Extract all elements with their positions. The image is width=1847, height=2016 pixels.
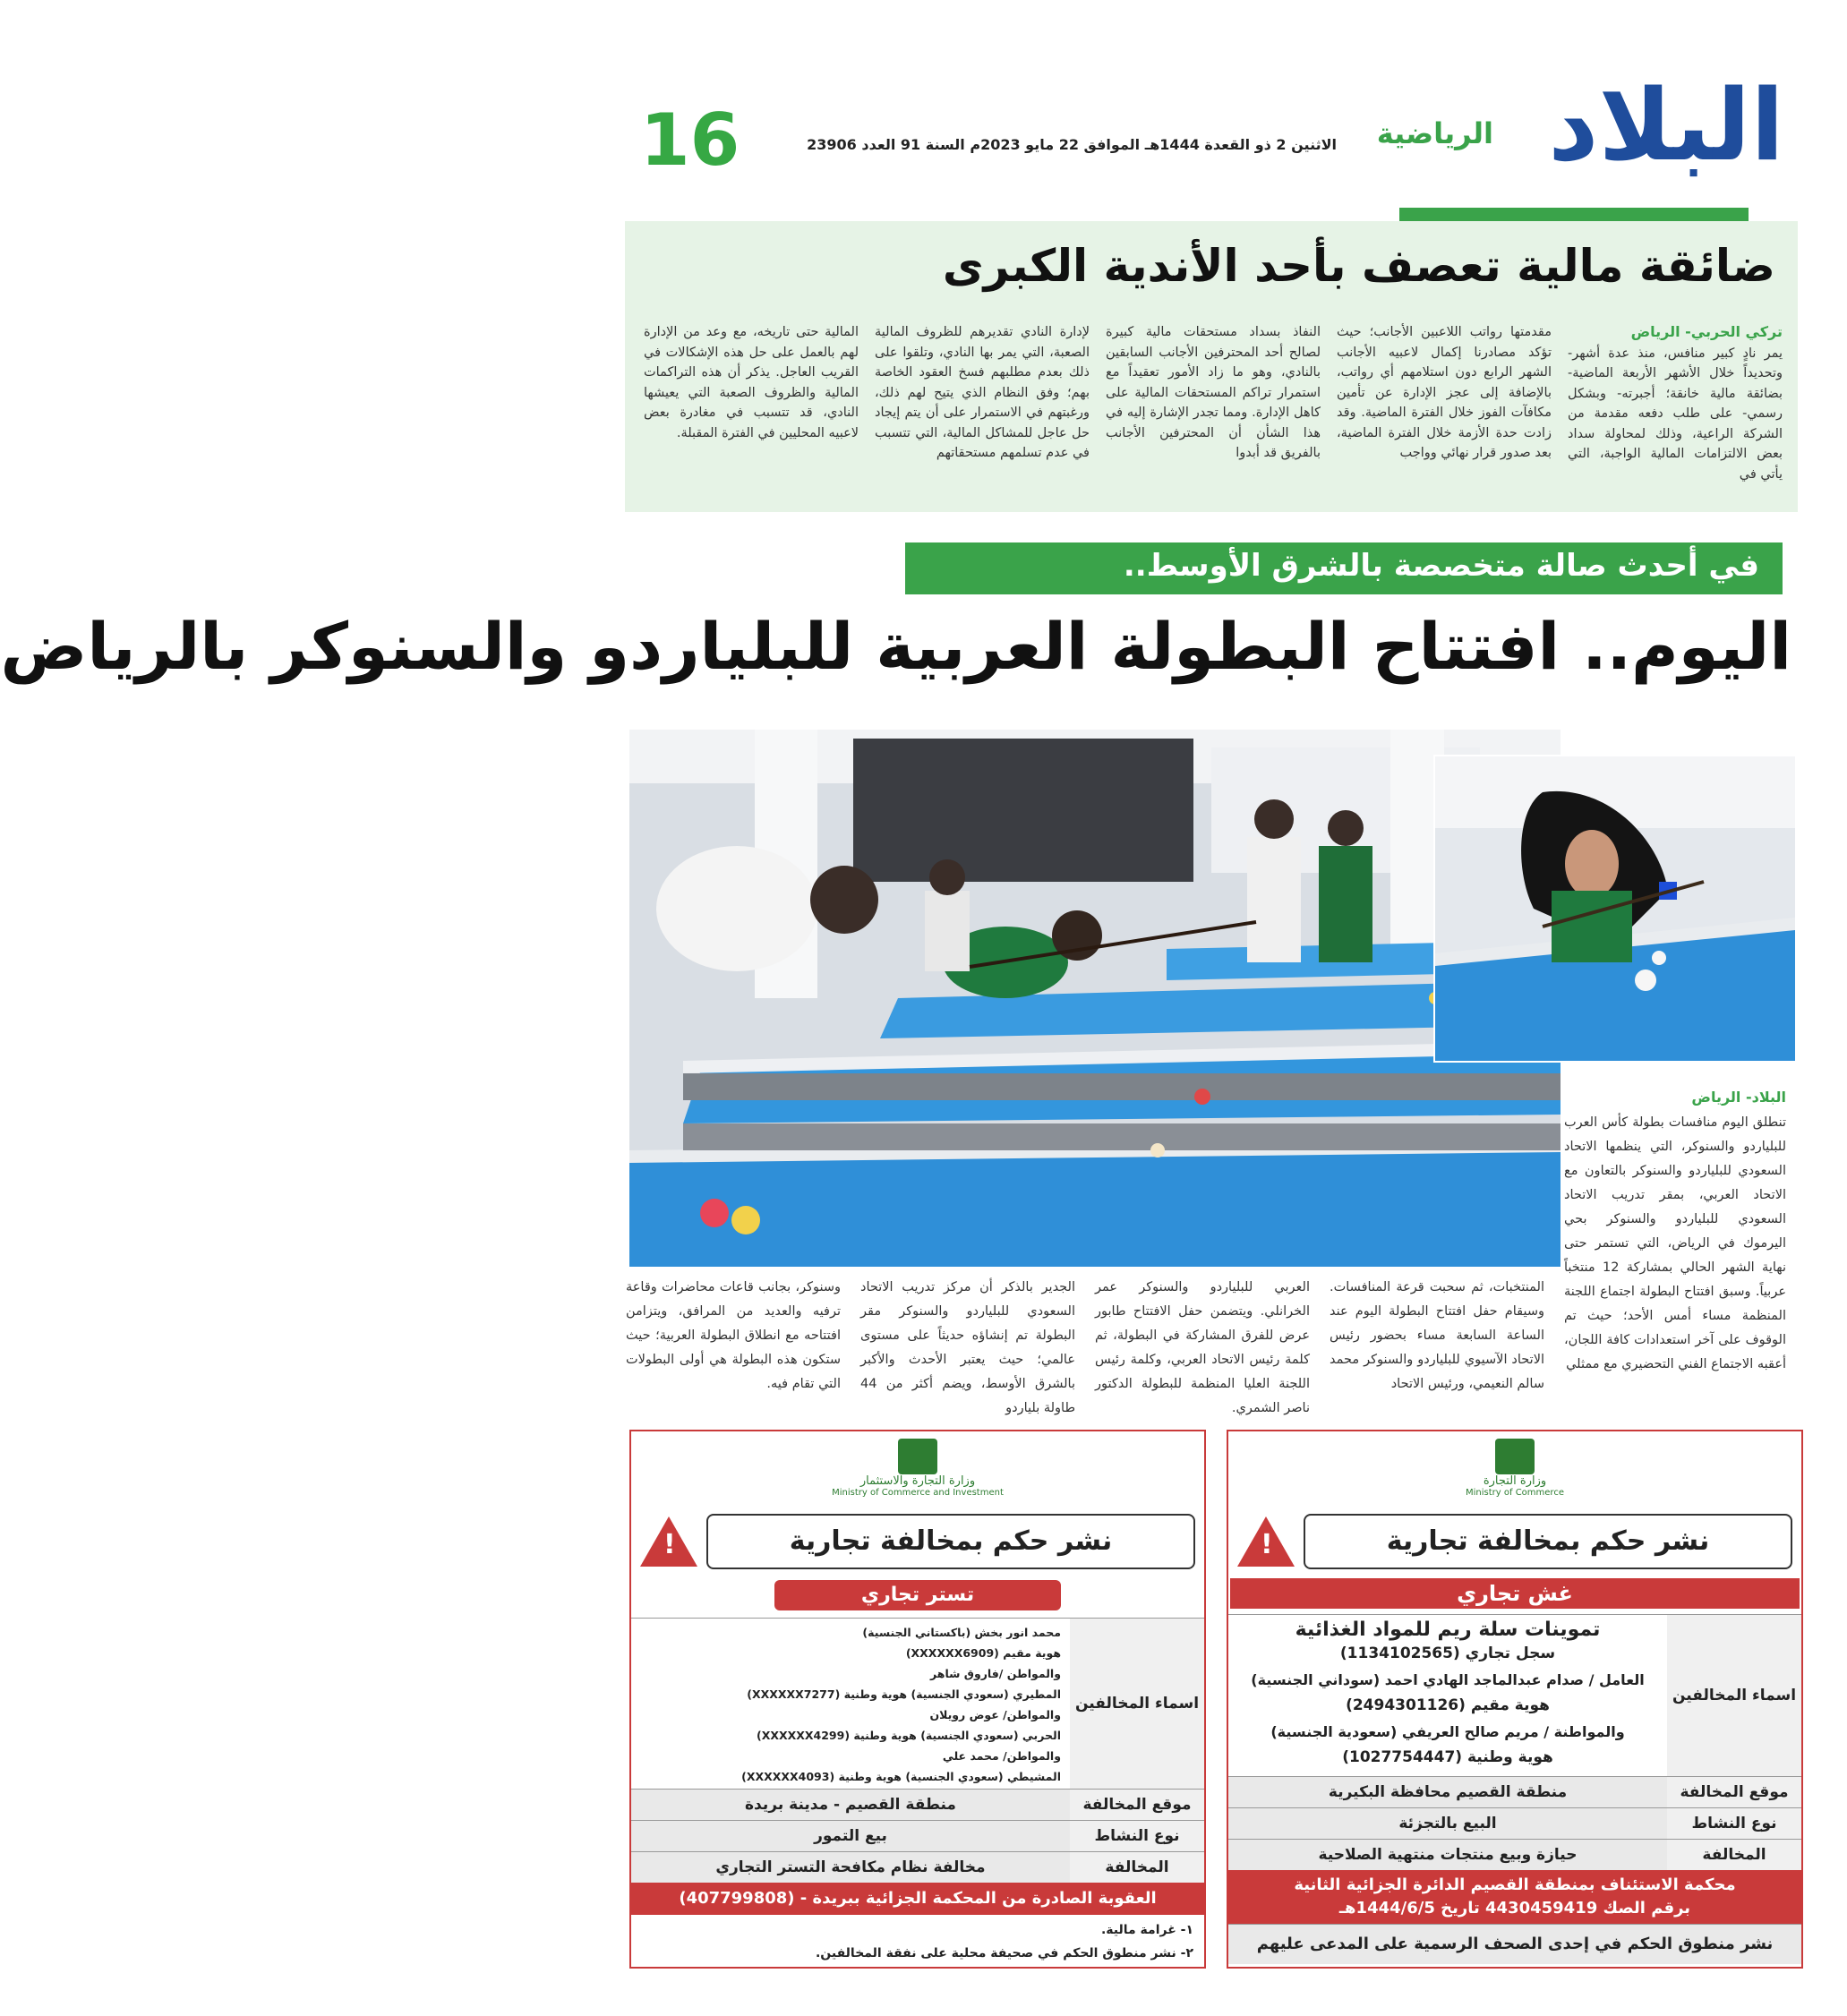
activity-row (1228, 1807, 1801, 1839)
activity-value: بيع التمور (631, 1821, 1070, 1851)
ministry-header (1228, 1431, 1801, 1510)
warning-icon: ! (640, 1516, 697, 1567)
billiards-hall-photo (629, 730, 1561, 1267)
main-article-byline: البلاد- الرياض (1691, 1089, 1786, 1106)
page-number: 16 (640, 98, 740, 182)
offender-line: هوية مقيم (2494301126) (1346, 1696, 1550, 1714)
commercial-concealment-ad (629, 1430, 1206, 1969)
logo-text: البلاد (1548, 68, 1784, 183)
main-article-text-1: المنتخبات، ثم سحبت قرعة المنافسات. وسيقام حفل افتتاح البطولة اليوم عند الساعة السابعة مساء بحضور رئيس الاتحاد الآسيوي للبلياردو والسنوكر محمد سالم النعيمي، ورئيس الاتحاد (1330, 1280, 1544, 1391)
penalty-item: ١- غرامة مالية. (1100, 1923, 1193, 1937)
top-article-text-2: مقدمتها رواتب اللاعبين الأجانب؛ حيث تؤكد مصادرنا إكمال لاعبيه الأجانب الشهر الرابع دون استلامهم أي رواتب، بالإضافة إلى عجز الإدارة عن تأمين مكافآت الفوز خلال الفترة الماضية. وقد زادت حدة الأزمة خلال الفترة الماضية، بعد صدور قرار نهائي وواجب (1337, 325, 1552, 460)
billiards-hall-illustration (629, 730, 1561, 1267)
violation-type: تستر تجاري (774, 1580, 1061, 1610)
offender-line: المطيري (سعودي الجنسية) هوية وطنية (XXXXXX7277) (747, 1687, 1061, 1701)
top-article-text-3: النفاذ بسداد مستحقات مالية كبيرة لصالح أحد المحترفين الأجانب السابقين بالنادي، وهو ما زاد الأمور تعقيداً مع استمرار تراكم المستحقات المالية على كاهل الإدارة. ومما تجدر الإشارة إليه في هذا الشأن أن المحترفين الأجانب بالفريق قد أبدوا (1106, 325, 1321, 460)
ministry-header (631, 1431, 1204, 1510)
main-article-text-2: العربي للبلياردو والسنوكر عمر الخرانلي. ويتضمن حفل الافتتاح طابور عرض للفرق المشاركة في البطولة، ثم كلمة رئيس الاتحاد العربي، وكلمة رئيس اللجنة العليا المنظمة للبطولة الدكتور ناصر الشمري. (1095, 1280, 1310, 1415)
location-row (631, 1789, 1204, 1820)
names-label: اسماء المخالفين (1070, 1619, 1204, 1789)
offenders-details (631, 1619, 1070, 1789)
offender-line: هوية مقيم (XXXXXX6909) (905, 1646, 1061, 1660)
main-article-col-1 (1330, 1276, 1544, 1397)
offender-line: هوية وطنية (1027754447) (1342, 1748, 1553, 1766)
offender-line: والمواطنة / مريم صالح العريفي (سعودية الجنسية) (1270, 1723, 1625, 1740)
ministry-name-en: Ministry of Commerce (1466, 1488, 1564, 1498)
violation-type: غش تجاري (1230, 1578, 1800, 1609)
ministry-name-ar: وزارة التجارة (1483, 1474, 1547, 1488)
ad-banner: نشر حكم بمخالفة تجارية (1304, 1514, 1792, 1569)
top-article-title: ضائقة مالية تعصف بأحد الأندية الكبرى (942, 240, 1775, 292)
violation-row (1228, 1839, 1801, 1870)
commercial-fraud-ad (1227, 1430, 1803, 1969)
main-article-col-4 (626, 1276, 841, 1397)
offenders-block (631, 1618, 1204, 1789)
ministry-emblem-icon (1495, 1439, 1535, 1474)
activity-label: نوع النشاط (1667, 1808, 1801, 1839)
location-value: منطقة القصيم - مدينة بريدة (631, 1790, 1070, 1820)
location-label: موقع المخالفة (1070, 1790, 1204, 1820)
top-article-col-4 (875, 322, 1090, 506)
offender-line: سجل تجاري (1134102565) (1339, 1644, 1556, 1662)
ministry-emblem-icon (898, 1439, 937, 1474)
location-value: منطقة القصيم محافظة البكيرية (1228, 1777, 1667, 1807)
penalty-list (631, 1915, 1204, 1969)
main-article-side-col (1564, 1085, 1786, 1389)
main-article-side-text: تنطلق اليوم منافسات بطولة كأس العرب للبلياردو والسنوكر، التي ينظمها الاتحاد السعودي للبلياردو والسنوكر بالتعاون مع الاتحاد العربي، بمقر تدريب الاتحاد السعودي للبلياردو والسنوكر بحي اليرموك في الرياض، التي تستمر حتى نهاية الشهر الحالي بمشاركة 12 منتخباً عربياً. وسبق افتتاح البطولة اجتماع اللجنة المنظمة مساء أمس الأحد؛ حيث تم الوقوف على آخر استعدادات كافة اللجان، أعقبه الاجتماع الفني التحضيري مع ممثلي (1564, 1115, 1786, 1371)
main-article-col-2 (1095, 1276, 1310, 1415)
penalty-item: ٢- نشر منطوق الحكم في صحيفة محلية على نفقة المخالفين. (815, 1946, 1193, 1960)
activity-row (631, 1820, 1204, 1851)
main-article-title: اليوم.. افتتاح البطولة العربية للبلياردو والسنوكر بالرياض (0, 609, 1791, 684)
ministry-name-en: Ministry of Commerce and Investment (832, 1488, 1004, 1498)
top-article-col-5 (644, 322, 859, 506)
ad-banner-row (1228, 1510, 1801, 1573)
company-name: تموينات سلة ريم للمواد الغذائية (1295, 1619, 1601, 1641)
section-label: الرياضية (1376, 116, 1493, 150)
offender-line: والمواطن /فاروق شاهر (930, 1667, 1061, 1680)
location-row (1228, 1776, 1801, 1807)
activity-value: البيع بالتجزئة (1228, 1808, 1667, 1839)
main-article-text-3: الجدير بالذكر أن مركز تدريب الاتحاد السعودي للبلياردو والسنوكر مقر البطولة تم إنشاؤه حديثاً على مستوى عالمي؛ حيث يعتبر الأحدث والأكبر بالشرق الأوسط، ويضم أكثر من 44 طاولة بلياردو (860, 1280, 1075, 1415)
main-article-subtitle: في أحدث صالة متخصصة بالشرق الأوسط.. (1123, 548, 1759, 584)
violation-label: المخالفة (1070, 1852, 1204, 1883)
activity-label: نوع النشاط (1070, 1821, 1204, 1851)
offender-line: العامل / صدام عبدالماجد الهادي احمد (سوداني الجنسية) (1251, 1671, 1645, 1688)
warning-icon: ! (1237, 1516, 1295, 1567)
top-article-text-4: لإدارة النادي تقديرهم للظروف المالية الصعبة، التي يمر بها النادي، وتلقوا على ذلك بعدم مطلبهم فسخ العقود الخاصة بهم؛ وفق النظام الذي يتيح لهم ذلك، ورغبتهم في الاستمرار على أن يتم إيجاد حل عاجل للمشاكل المالية، التي تتسبب في عدم تسلمهم مستحقاتهم (875, 325, 1090, 460)
top-article-col-2 (1337, 322, 1552, 506)
violation-value: حيازة وبيع منتجات منتهية الصلاحية (1228, 1840, 1667, 1870)
instrument-number: برقم الصك 4430459419 تاريخ 1444/6/5هـ (1338, 1899, 1691, 1918)
top-article-col-3 (1106, 322, 1321, 506)
ad-banner: نشر حكم بمخالفة تجارية (706, 1514, 1195, 1569)
penalty-heading: العقوبة الصادرة من المحكمة الجزائية ببريدة - (407799808) (631, 1883, 1204, 1915)
location-label: موقع المخالفة (1667, 1777, 1801, 1807)
offender-line: والمواطن/ عوض رويلان (929, 1708, 1061, 1721)
violation-row (631, 1851, 1204, 1883)
offender-line: والمواطن/ محمد علي (942, 1749, 1061, 1763)
main-article-col-3 (860, 1276, 1075, 1415)
top-article-text-1: يمر نادٍ كبير منافس، منذ عدة أشهر-وتحديداً خلال الأشهر الأربعة الماضية- بضائقة مالية خانقة؛ أجبرته- وبشكل رسمي- على طلب دفعه مقدمة من الشركة الراعية، وذلك لمحاولة سداد بعض الالتزامات المالية الواجبة، التي يأتي في (1568, 346, 1783, 482)
offender-line: المشيطي (سعودي الجنسية) هوية وطنية (XXXXXX4093) (741, 1770, 1061, 1783)
female-player-illustration (1435, 756, 1795, 1061)
main-article-text-4: وسنوكر، بجانب قاعات محاضرات وقاعة ترفيه والعديد من المرافق، ويتزامن افتتاحه مع انطلاق البطولة العربية؛ حيث ستكون هذه البطولة هي أولى البطولات التي تقام فيه. (626, 1280, 841, 1391)
ministry-name-ar: وزارة التجارة والاستثمار (859, 1474, 976, 1488)
top-article-byline: تركي الحربي- الرياض (1630, 323, 1783, 340)
names-label: اسماء المخالفين (1667, 1615, 1801, 1776)
ad-footer: نشر منطوق الحكم في إحدى الصحف الرسمية على المدعى عليهم (1228, 1924, 1801, 1964)
court-block (1228, 1870, 1801, 1924)
court-name: محكمة الاستئناف بمنطقة القصيم الدائرة الجزائية الثانية (1294, 1875, 1736, 1894)
newspaper-logo (1516, 68, 1784, 183)
female-player-photo (1433, 755, 1797, 1063)
offenders-block (1228, 1614, 1801, 1776)
top-article-text-5: المالية حتى تاريخه، مع وعد من الإدارة لهم بالعمل على حل هذه الإشكالات في القريب العاجل. يذكر أن هذه التراكمات المالية والظروف الصعبة التي يعيشها النادي، قد تتسبب في مغادرة بعض لاعبيه المحليين في الفترة المقبلة. (644, 325, 859, 440)
offenders-details (1228, 1615, 1667, 1776)
top-article-col-1 (1568, 322, 1783, 506)
date-line: الاثنين 2 ذو القعدة 1444هـ الموافق 22 مايو 2023م السنة 91 العدد 23906 (807, 136, 1337, 153)
violation-value: مخالفة نظام مكافحة التستر التجاري (631, 1852, 1070, 1883)
ad-banner-row (631, 1510, 1204, 1573)
violation-label: المخالفة (1667, 1840, 1801, 1870)
offender-line: محمد انور بخش (باكستاني الجنسية) (862, 1626, 1061, 1639)
offender-line: الحربي (سعودي الجنسية) هوية وطنية (XXXXXX4299) (756, 1729, 1061, 1742)
